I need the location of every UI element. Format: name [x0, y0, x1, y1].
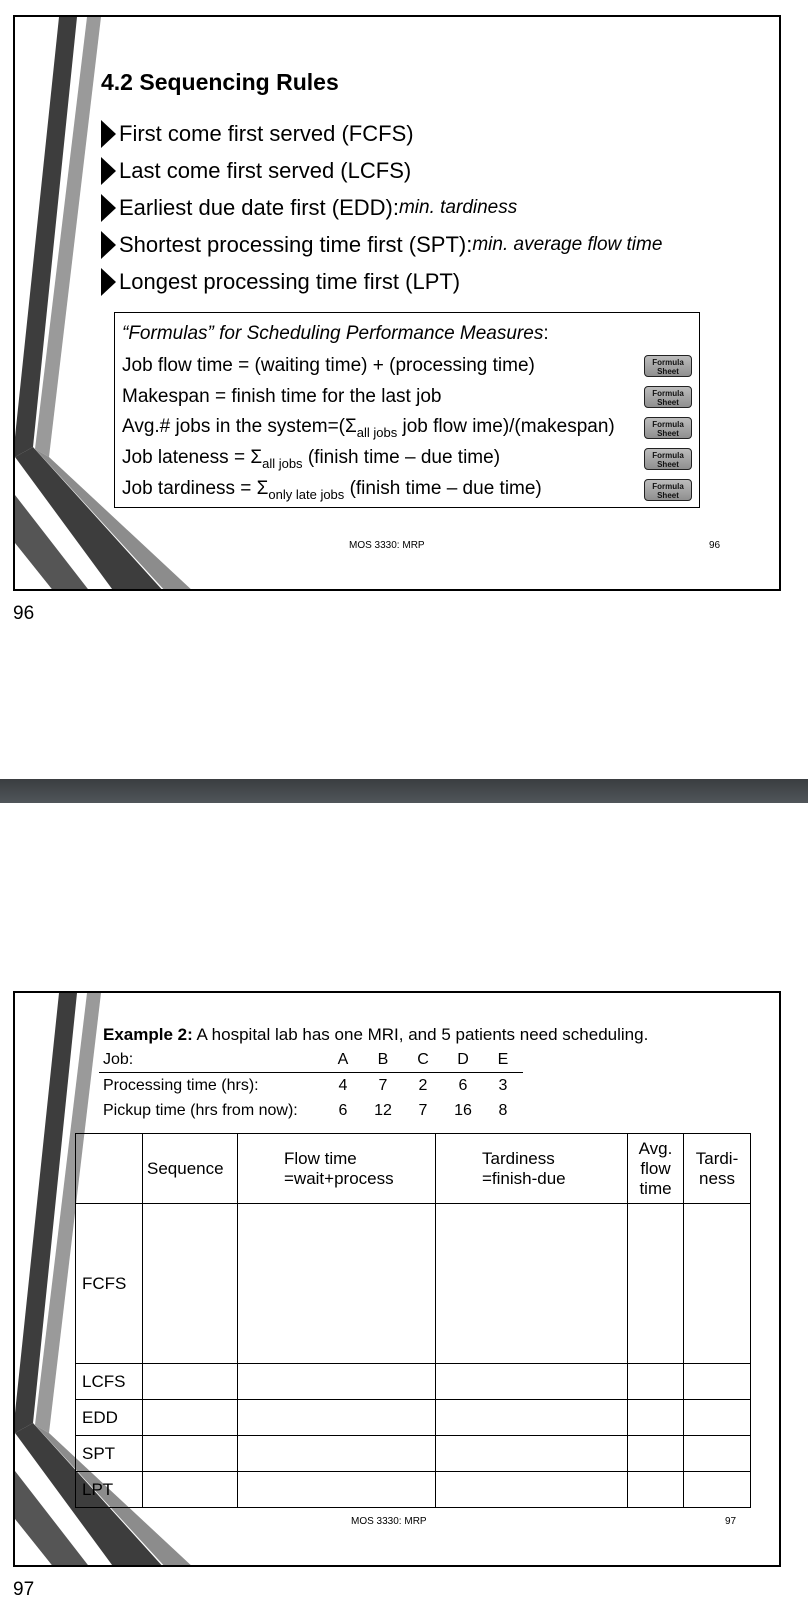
slide-number: 97	[725, 1516, 737, 1527]
formula-row	[122, 443, 692, 474]
sequencing-rules-list	[101, 115, 662, 300]
formula-lateness: Job lateness = $\Sigma_{all jobs}$ (finish time – due time)	[122, 446, 501, 471]
sequence-cell[interactable]	[143, 1204, 238, 1364]
page-number: 97	[13, 1579, 35, 1600]
formula-tardiness: Job tardiness = $\Sigma_{only late jobs}$ (finish time – due time)	[122, 477, 542, 502]
bullet-triangle-icon	[101, 268, 116, 296]
table-row	[76, 1364, 751, 1400]
slide-title: 4.2 Sequencing Rules	[101, 69, 339, 95]
schedule-header-row	[76, 1134, 751, 1204]
formula-makespan: Makespan = finish time for the last job	[122, 385, 442, 407]
rule-label: EDD	[76, 1400, 143, 1436]
rule-item: Longest processing time first (LPT)	[101, 263, 662, 300]
formula-row	[122, 350, 692, 381]
avg-flow-cell[interactable]	[628, 1400, 684, 1436]
sequence-cell[interactable]	[143, 1400, 238, 1436]
formula-row	[122, 474, 692, 505]
formula-row	[122, 381, 692, 412]
header-avg-flow-time: Avg. flow time	[628, 1134, 684, 1204]
slide-footer: MOS 3330: MRP	[349, 540, 425, 551]
flow-time-cell[interactable]	[238, 1400, 436, 1436]
example-intro: Example 2: A hospital lab has one MRI, and 5 patients need scheduling.	[103, 1025, 649, 1044]
tardiness-cell[interactable]	[436, 1436, 628, 1472]
header-empty	[76, 1134, 143, 1204]
sequence-cell[interactable]	[143, 1472, 238, 1508]
job-row: Job: A B C D E	[99, 1047, 523, 1073]
schedule-table	[75, 1133, 751, 1508]
formula-avg-jobs: Avg.# jobs in the $system=(\Sigma_{all jobs}$ job flow ime)/(makespan)	[122, 415, 615, 440]
flow-time-cell[interactable]	[238, 1472, 436, 1508]
flow-time-cell[interactable]	[238, 1204, 436, 1364]
processing-row: Processing time (hrs): 4 7 2 6 3	[103, 1076, 508, 1094]
table-row	[76, 1472, 751, 1508]
formula-flow-time: Job flow time = (waiting time) + (processing time)	[122, 354, 535, 376]
rule-item: Shortest processing time first (SPT): min. average flow time	[101, 226, 662, 263]
total-tardiness-cell[interactable]	[684, 1436, 751, 1472]
bullet-triangle-icon	[101, 157, 116, 185]
page-number: 96	[13, 603, 35, 624]
header-tardiness: Tardiness =finish-due	[436, 1134, 628, 1204]
rule-note: min. tardiness	[398, 197, 518, 218]
slide-96	[13, 15, 781, 591]
rule-label: SPT	[76, 1436, 143, 1472]
avg-flow-cell[interactable]	[628, 1472, 684, 1508]
formula-sheet-button[interactable]: Formula Sheet	[644, 479, 692, 501]
tardiness-cell[interactable]	[436, 1472, 628, 1508]
total-tardiness-cell[interactable]	[684, 1364, 751, 1400]
rule-label: LPT	[76, 1472, 143, 1508]
formulas-box	[114, 312, 700, 508]
flow-time-cell[interactable]	[238, 1436, 436, 1472]
rule-label: FCFS	[76, 1204, 143, 1364]
tardiness-cell[interactable]	[436, 1204, 628, 1364]
avg-flow-cell[interactable]	[628, 1436, 684, 1472]
formula-sheet-button[interactable]: Formula Sheet	[644, 417, 692, 439]
slide-97	[13, 991, 781, 1567]
rule-item: Last come first served (LCFS)	[101, 152, 662, 189]
slide-number: 96	[709, 540, 721, 551]
formula-sheet-button[interactable]: Formula Sheet	[644, 355, 692, 377]
bullet-triangle-icon	[101, 120, 116, 148]
job-data-table	[99, 1047, 523, 1123]
sequence-cell[interactable]	[143, 1364, 238, 1400]
bullet-triangle-icon	[101, 231, 116, 259]
rule-item: Earliest due date first (EDD): min. tardiness	[101, 189, 662, 226]
table-row	[76, 1436, 751, 1472]
slide-footer: MOS 3330: MRP	[351, 1516, 427, 1527]
total-tardiness-cell[interactable]	[684, 1472, 751, 1508]
rule-item: First come first served (FCFS)	[101, 115, 662, 152]
header-total-tardiness: Tardi- ness	[684, 1134, 751, 1204]
bullet-triangle-icon	[101, 194, 116, 222]
flow-time-cell[interactable]	[238, 1364, 436, 1400]
header-sequence: Sequence	[143, 1134, 238, 1204]
formula-sheet-button[interactable]: Formula Sheet	[644, 386, 692, 408]
table-row	[76, 1400, 751, 1436]
total-tardiness-cell[interactable]	[684, 1400, 751, 1436]
formula-row	[122, 412, 692, 443]
tardiness-cell[interactable]	[436, 1364, 628, 1400]
total-tardiness-cell[interactable]	[684, 1204, 751, 1364]
page-divider	[0, 779, 808, 803]
formula-sheet-button[interactable]: Formula Sheet	[644, 448, 692, 470]
formulas-heading: “Formulas” for Scheduling Performance Measures:	[122, 322, 549, 344]
rule-label: LCFS	[76, 1364, 143, 1400]
avg-flow-cell[interactable]	[628, 1204, 684, 1364]
header-flow-time: Flow time =wait+process	[238, 1134, 436, 1204]
avg-flow-cell[interactable]	[628, 1364, 684, 1400]
sequence-cell[interactable]	[143, 1436, 238, 1472]
table-row	[76, 1204, 751, 1364]
tardiness-cell[interactable]	[436, 1400, 628, 1436]
rule-note: min. average flow time	[472, 234, 663, 255]
pickup-row: Pickup time (hrs from now): 6 12 7 16 8	[103, 1101, 508, 1119]
